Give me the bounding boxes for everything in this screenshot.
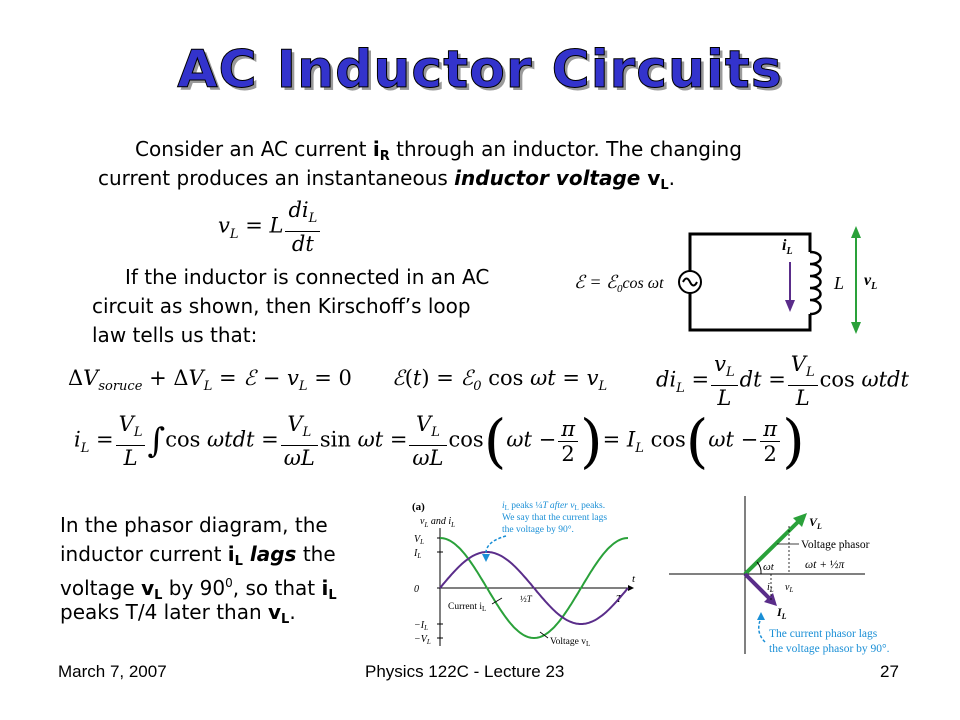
wt-plus-label: ωt + ½π bbox=[805, 559, 845, 571]
ac-source-icon bbox=[679, 271, 701, 293]
phasor-text: the bbox=[296, 542, 336, 566]
current-arrow bbox=[785, 262, 795, 312]
phasor-lag-line-1: The current phasor lags bbox=[769, 628, 878, 640]
phasor-sup: 0 bbox=[225, 576, 233, 590]
graph-y-tick-label: $I_L$ bbox=[414, 548, 422, 560]
phasor-sub: L bbox=[281, 612, 290, 627]
intro-current-symbol: i bbox=[372, 137, 380, 161]
omega-t-label: ωt bbox=[763, 561, 774, 573]
footer-course: Physics 122C - Lecture 23 bbox=[365, 662, 565, 681]
phasor-sub: L bbox=[234, 554, 243, 569]
voltage-phasor-label: Voltage phasor bbox=[801, 539, 870, 551]
graph-full-t-label: T bbox=[616, 594, 622, 605]
svg-text:the voltage by 90°.: the voltage by 90°. bbox=[502, 525, 574, 535]
svg-text:iL peaks ¼T after vL peaks.: $i_L$ peaks ¼T after $v_L$ peaks. bbox=[502, 501, 606, 512]
intro-line-2 bbox=[98, 163, 675, 201]
intro-text: Consider an AC current bbox=[135, 137, 373, 161]
intro-voltage-symbol: v bbox=[640, 166, 661, 190]
equation-kirchhoff: $\Delta V_{soruce} + \Delta V_L$ = ℰ − $v_L = 0$ bbox=[68, 366, 352, 395]
phasor-text: . bbox=[289, 600, 296, 624]
intro-text: . bbox=[668, 166, 676, 190]
equation-il-integral: $i_L$ = $\frac{V_L}{L}$ ∫cos ωtdt = $\frac{V_L}{\omega L}$ sin ωt = $\frac{V_L}{\omega L}$ cos(ωt − $\frac{\pi}{2}$ )= $I_L$ cos(ωt − $\frac{\pi}{2}$ ) bbox=[74, 407, 805, 476]
inductor-coil-icon bbox=[810, 252, 821, 314]
graph-note bbox=[502, 500, 607, 535]
waveform-graph bbox=[410, 496, 660, 656]
loop-line-2: circuit as shown, then Kirschoff’s loop bbox=[92, 294, 471, 318]
il-label: $i_L$ bbox=[782, 237, 793, 257]
phasor-vl-label: $V_L$ bbox=[809, 515, 822, 531]
intro-voltage-sub: L bbox=[660, 178, 669, 193]
phasor-note-arrowhead bbox=[757, 612, 765, 620]
loop-line-1: If the inductor is connected in an AC bbox=[125, 265, 490, 289]
equation-vl: $v_L = L$ $\frac{di_L}{dt}$ bbox=[218, 198, 322, 256]
emf-label: ℰ = ℰ$_0$cos ωt bbox=[574, 272, 664, 295]
intro-text: current produces an instantaneous bbox=[98, 166, 455, 190]
phasor-symbol: v bbox=[141, 576, 155, 600]
phasor-diagram bbox=[665, 492, 955, 662]
phasor-note-pointer bbox=[759, 618, 765, 642]
intro-text: through an inductor. The changing bbox=[389, 137, 742, 161]
graph-note-arrowhead bbox=[482, 554, 490, 562]
graph-t-label: t bbox=[632, 573, 636, 585]
graph-y-tick-label: 0 bbox=[414, 584, 419, 595]
phasor-symbol: i bbox=[321, 576, 329, 600]
graph-panel-label: (a) bbox=[412, 501, 425, 513]
phasor-text: voltage bbox=[60, 576, 142, 600]
phasor-lag-line-2: the voltage phasor by 90°. bbox=[769, 643, 890, 655]
phasor-text: by 90 bbox=[162, 576, 226, 600]
slide-title: AC Inductor Circuits bbox=[177, 40, 783, 100]
svg-text:We say that the current lags: We say that the current lags bbox=[502, 513, 608, 523]
phasor-symbol: i bbox=[227, 542, 235, 566]
phasor-il-projection-label: $i_L$ bbox=[767, 582, 774, 594]
phasor-text: inductor current bbox=[60, 542, 228, 566]
inductor-circuit-diagram bbox=[570, 222, 890, 342]
phasor-emphasis: lags bbox=[242, 542, 297, 566]
loop-line-3: law tells us that: bbox=[92, 323, 258, 347]
graph-y-tick-label: $V_L$ bbox=[414, 534, 425, 546]
phasor-text: peaks T/4 later than bbox=[60, 600, 268, 624]
phasor-sub: L bbox=[328, 588, 337, 603]
intro-emphasis: inductor voltage bbox=[454, 166, 641, 190]
graph-half-t-label: ½T bbox=[520, 594, 532, 604]
vl-label: $v_L$ bbox=[864, 272, 878, 292]
phasor-text: , so that bbox=[232, 576, 322, 600]
phasor-sub: L bbox=[154, 588, 163, 603]
current-curve-label: Current $i_L$ bbox=[448, 602, 487, 613]
intro-current-sub: R bbox=[379, 149, 390, 164]
graph-y-ticks bbox=[413, 534, 443, 646]
voltage-arrow bbox=[851, 226, 861, 334]
phasor-text-line-1: In the phasor diagram, the bbox=[60, 513, 328, 537]
graph-axis-label: $v_L$ and $i_L$ bbox=[420, 516, 456, 529]
graph-x-arrow bbox=[628, 585, 634, 591]
phasor-symbol: v bbox=[268, 600, 282, 624]
graph-y-tick-label: $-V_L$ bbox=[414, 634, 431, 646]
equation-dil: $di_L$ = $\frac{v_L}{L}$ dt = $\frac{V_L}{L}$ cos ωtdt bbox=[656, 352, 909, 411]
voltage-curve-label: Voltage $v_L$ bbox=[550, 637, 591, 648]
graph-y-tick-label: $-I_L$ bbox=[414, 620, 428, 632]
footer-date: March 7, 2007 bbox=[58, 662, 167, 681]
footer-page-number: 27 bbox=[880, 662, 899, 681]
equation-emf: ℰ(t) = ℰ$_0$ $\cos \omega t = v_L$ bbox=[392, 366, 608, 395]
phasor-text-line-4 bbox=[60, 597, 296, 635]
phasor-il-label: $I_L$ bbox=[777, 605, 787, 621]
inductance-label: L bbox=[834, 273, 845, 293]
phasor-vl-projection-label: $v_L$ bbox=[785, 582, 794, 594]
